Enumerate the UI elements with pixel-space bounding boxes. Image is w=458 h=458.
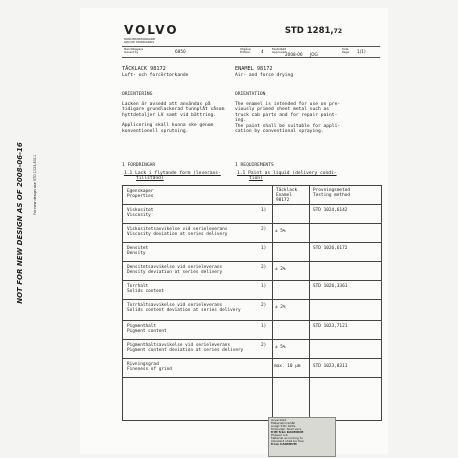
row-note: 1) <box>261 246 267 251</box>
header-rule-bottom <box>122 57 380 58</box>
title-sv: TÄCKLACK 98172 <box>122 66 166 72</box>
obsolete-notice: NOT FOR NEW DESIGN AS OF 2008-06-16 <box>16 141 24 304</box>
row-test-method: STD 1026,3361 <box>313 284 348 289</box>
table-row: Pigmenthalt Pigment content <box>127 324 167 334</box>
orientation-heading-sv: ORIENTERING <box>122 92 153 97</box>
row-rule <box>123 261 381 262</box>
orientation-text-sv: Lacken är avsedd att användas på tidigare grundlackerad tunnplåt såsom hyttdetaljer LV samt vid bättring. Applicering skall kunna ske genom konventionell sprutning. <box>122 102 225 134</box>
table-row: Rivningsgrad Fineness of grind <box>127 362 172 372</box>
row-value: ± 5% <box>275 345 286 350</box>
row-note: 1) <box>261 208 267 213</box>
table-row: Pigmenthaltsavvikelse vid serieleverans Pigment content deviation at series delivery <box>127 343 244 353</box>
table-row: Viskositet Viscosity <box>127 208 154 218</box>
page-label-sv: Sida <box>342 47 349 51</box>
row-rule <box>123 223 381 224</box>
section-1-1-en: 1.1 Paint as liquid (delivery condi- <box>237 171 337 176</box>
row-rule <box>123 242 381 243</box>
page-label-en: Page <box>342 50 350 54</box>
table-row: Viskositetsavvikelse vid serieleverans Viscosity deviation at series delivery <box>127 227 228 237</box>
header-rule <box>123 204 381 205</box>
title-en: ENAMEL 98172 <box>235 66 273 72</box>
document-page <box>80 8 388 454</box>
col-divider-1 <box>272 186 273 420</box>
table-row: Densitet Density <box>127 246 149 256</box>
edition-label-sv: Utgåva <box>240 47 251 51</box>
header-properties: Egenskaper Properties <box>127 189 154 199</box>
approved-value: 2008-06 <box>285 52 303 57</box>
row-test-method: STD 1023,7121 <box>313 324 348 329</box>
requirements-heading-sv: 1 FORDRINGAR <box>122 163 156 168</box>
properties-table <box>122 185 382 421</box>
section-1-1-en-cont: tion) <box>249 176 263 181</box>
obsolete-side-stamp <box>13 120 27 325</box>
approved-label-en: Approved <box>272 50 287 54</box>
row-note: 1) <box>261 324 267 329</box>
issued-value: 6850 <box>175 49 186 54</box>
row-test-method: STD 1023,8311 <box>313 364 348 369</box>
table-row: Torrhaltsavvikelse vid serieleverans Solids content deviation at series delivery <box>127 303 241 313</box>
row-value: ± 2% <box>275 305 286 310</box>
cadmium-stamp: Avvecklad Materialinnehåll enligt STD 1009, förbjudet. Skall vara fritt från KADMIUM Phased out Material according to standard shall be free from CADMIUM <box>268 417 336 457</box>
row-value: ± 5% <box>275 229 286 234</box>
row-note: 1) <box>261 284 267 289</box>
header-testing-method: Provningsmetod Testing method <box>313 188 351 198</box>
row-rule <box>123 299 381 300</box>
row-rule <box>123 320 381 321</box>
issued-label-sv: Handläggare <box>124 47 144 51</box>
row-note: 2) <box>261 343 267 348</box>
row-rule <box>123 339 381 340</box>
row-note: 2) <box>261 227 267 232</box>
header-enamel: Täcklack Enamel 98172 <box>276 188 298 203</box>
section-1-1-sv-cont: tillstånd) <box>136 176 164 181</box>
page-value: 1(1) <box>357 49 366 54</box>
table-row: Torrhalt Solids content <box>127 284 165 294</box>
section-1-1-sv: 1.1 Lack i flytande form (leverans- <box>124 171 221 176</box>
table-row: Densitetsavvikelse vid serieleverans Density deviation at series delivery <box>127 265 223 275</box>
col-divider-2 <box>309 186 310 420</box>
subtitle-en: Air- and force drying <box>235 73 294 78</box>
row-test-method: STD 1024,6142 <box>313 208 348 213</box>
company-line-1: KONCERNSTANDARD <box>124 37 156 41</box>
orientation-text-en: The enamel is intended for use on pre- viously primed sheet metal such as truck cab parts and for repair paint- ing. The paint shall be suitable for appli- cation by conventional spraying. <box>235 102 341 135</box>
orientation-heading-en: ORIENTATION <box>235 92 266 97</box>
row-rule <box>123 377 381 378</box>
edition-value: 4 <box>261 49 264 54</box>
row-value: ± 2% <box>275 267 286 272</box>
row-note: 2) <box>261 303 267 308</box>
standard-number: STD 1281,72 <box>284 26 342 36</box>
edition-label-en: Edition <box>240 50 251 54</box>
row-rule <box>123 358 381 359</box>
row-rule <box>123 280 381 281</box>
obsolete-note: For new design use STD 1023,8011 <box>33 154 37 215</box>
approved-label-sv: Fastställd <box>272 47 287 51</box>
approver-initials: JOG <box>310 52 318 57</box>
issued-label-en: Issued by <box>124 50 139 54</box>
volvo-logo: VOLVO <box>124 23 179 37</box>
row-test-method: STD 1026,6172 <box>313 246 348 251</box>
requirements-heading-en: 1 REQUIREMENTS <box>235 163 274 168</box>
row-value: max. 10 μm <box>274 364 301 369</box>
subtitle-sv: Luft- och forcërtorkande <box>122 73 189 78</box>
company-line-2: GROUP STANDARDS <box>124 40 155 44</box>
row-note: 2) <box>261 265 267 270</box>
